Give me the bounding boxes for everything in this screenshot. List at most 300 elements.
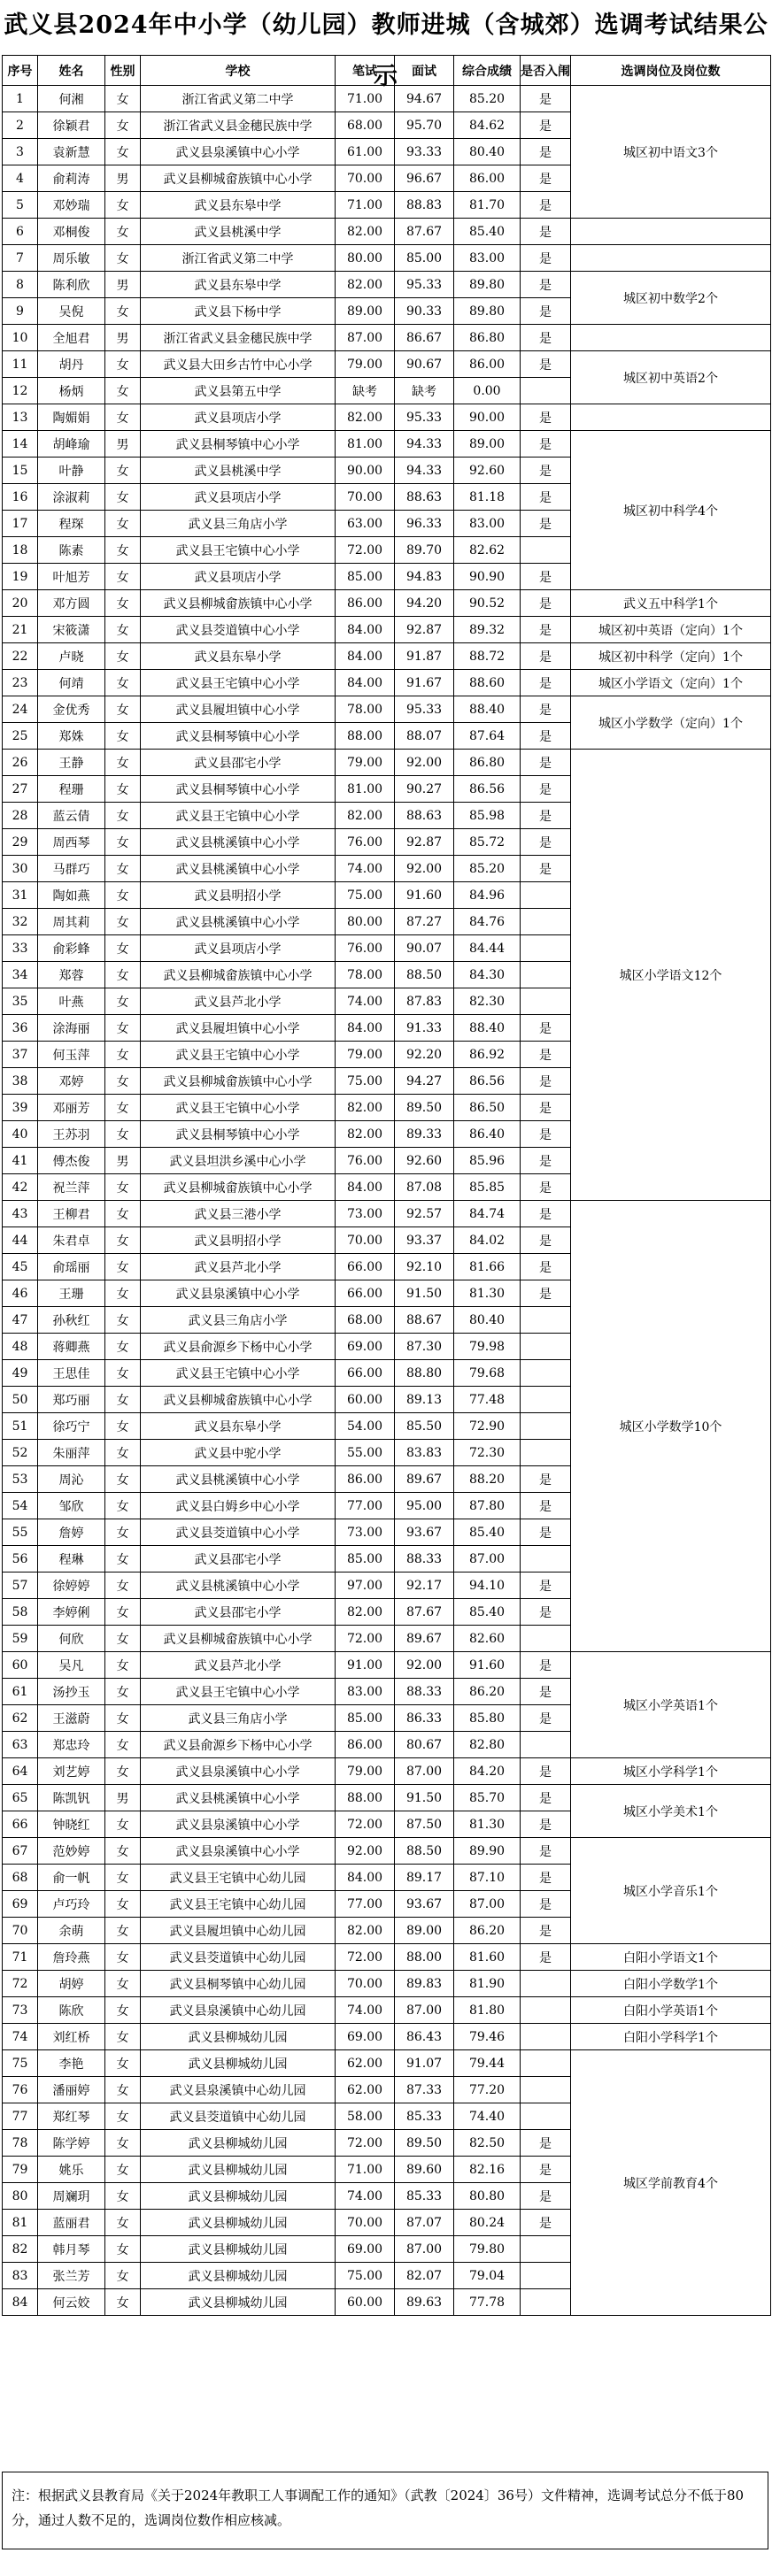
cell-total: 87.00	[454, 1891, 521, 1918]
cell-position	[571, 245, 771, 272]
cell-gender: 女	[105, 2024, 141, 2050]
cell-written: 80.00	[336, 909, 395, 935]
cell-gender: 女	[105, 723, 141, 750]
cell-written: 77.00	[336, 1493, 395, 1519]
cell-total: 85.40	[454, 1519, 521, 1546]
table-row	[3, 2024, 771, 2050]
cell-total: 81.30	[454, 1811, 521, 1838]
cell-name: 蓝云倩	[38, 803, 105, 829]
cell-gender: 女	[105, 829, 141, 856]
cell-written: 74.00	[336, 1997, 395, 2024]
cell-school: 武义县三港小学	[141, 1201, 336, 1227]
cell-gender: 女	[105, 1121, 141, 1148]
cell-written: 76.00	[336, 1148, 395, 1174]
cell-written: 70.00	[336, 2210, 395, 2236]
cell-written: 69.00	[336, 1334, 395, 1360]
cell-written: 83.00	[336, 1679, 395, 1705]
cell-school: 武义县东皋中学	[141, 192, 336, 219]
cell-gender: 女	[105, 1307, 141, 1334]
cell-written: 60.00	[336, 1387, 395, 1413]
cell-gender: 女	[105, 1679, 141, 1705]
cell-gender: 女	[105, 2157, 141, 2183]
cell-shortlisted: 是	[521, 803, 571, 829]
cell-interview: 91.67	[395, 670, 454, 696]
cell-total: 87.64	[454, 723, 521, 750]
cell-school: 武义县桐琴镇中心小学	[141, 723, 336, 750]
cell-interview: 88.00	[395, 1944, 454, 1971]
cell-shortlisted: 是	[521, 1785, 571, 1811]
cell-no: 3	[3, 139, 38, 165]
cell-name: 宋筱潇	[38, 617, 105, 643]
cell-name: 何玉萍	[38, 1042, 105, 1068]
cell-interview: 89.70	[395, 537, 454, 564]
cell-school: 武义县东皋中学	[141, 272, 336, 298]
cell-school: 武义县泉溪镇中心小学	[141, 1811, 336, 1838]
cell-written: 62.00	[336, 2050, 395, 2077]
cell-interview: 90.07	[395, 935, 454, 962]
cell-school: 武义县柳城畲族镇中心小学	[141, 165, 336, 192]
cell-shortlisted	[521, 2050, 571, 2077]
cell-name: 蓝丽君	[38, 2210, 105, 2236]
col-header-school: 学校	[141, 56, 336, 86]
cell-no: 23	[3, 670, 38, 696]
cell-name: 周西琴	[38, 829, 105, 856]
cell-no: 56	[3, 1546, 38, 1573]
cell-gender: 女	[105, 1758, 141, 1785]
cell-written: 88.00	[336, 723, 395, 750]
cell-shortlisted: 是	[521, 1865, 571, 1891]
cell-gender: 女	[105, 1705, 141, 1732]
cell-school: 浙江省武义县金穗民族中学	[141, 112, 336, 139]
cell-name: 王珊	[38, 1280, 105, 1307]
cell-interview: 89.33	[395, 1121, 454, 1148]
cell-gender: 女	[105, 1068, 141, 1095]
cell-interview: 89.67	[395, 1626, 454, 1652]
cell-school: 武义县芦北小学	[141, 1652, 336, 1679]
cell-interview: 87.27	[395, 909, 454, 935]
cell-shortlisted: 是	[521, 1573, 571, 1599]
cell-total: 86.20	[454, 1679, 521, 1705]
cell-total: 82.30	[454, 988, 521, 1015]
cell-shortlisted: 是	[521, 1758, 571, 1785]
cell-interview: 95.00	[395, 1493, 454, 1519]
cell-no: 62	[3, 1705, 38, 1732]
cell-no: 19	[3, 564, 38, 590]
cell-name: 卢晓	[38, 643, 105, 670]
cell-interview: 90.33	[395, 298, 454, 325]
cell-shortlisted	[521, 1360, 571, 1387]
cell-written: 75.00	[336, 1068, 395, 1095]
cell-name: 何靖	[38, 670, 105, 696]
cell-name: 叶燕	[38, 988, 105, 1015]
cell-interview: 93.67	[395, 1891, 454, 1918]
cell-total: 84.02	[454, 1227, 521, 1254]
cell-shortlisted: 是	[521, 1148, 571, 1174]
cell-interview: 92.87	[395, 829, 454, 856]
cell-no: 72	[3, 1971, 38, 1997]
cell-written: 72.00	[336, 1811, 395, 1838]
cell-written: 75.00	[336, 882, 395, 909]
cell-no: 47	[3, 1307, 38, 1334]
cell-total: 77.78	[454, 2289, 521, 2316]
cell-interview: 94.33	[395, 431, 454, 458]
cell-written: 69.00	[336, 2236, 395, 2263]
cell-no: 76	[3, 2077, 38, 2103]
cell-school: 武义县履坦镇中心小学	[141, 1015, 336, 1042]
cell-gender: 女	[105, 351, 141, 378]
cell-written: 79.00	[336, 1042, 395, 1068]
cell-shortlisted: 是	[521, 723, 571, 750]
cell-name: 郑巧丽	[38, 1387, 105, 1413]
cell-written: 70.00	[336, 1227, 395, 1254]
cell-position: 城区初中英语2个	[571, 351, 771, 404]
cell-school: 武义县芦北小学	[141, 1254, 336, 1280]
cell-gender: 女	[105, 1652, 141, 1679]
cell-school: 武义县王宅镇中心小学	[141, 1679, 336, 1705]
cell-gender: 女	[105, 1519, 141, 1546]
cell-no: 64	[3, 1758, 38, 1785]
cell-name: 徐颖君	[38, 112, 105, 139]
cell-shortlisted: 是	[521, 670, 571, 696]
cell-interview: 89.83	[395, 1971, 454, 1997]
cell-school: 武义县柳城畲族镇中心小学	[141, 1626, 336, 1652]
cell-shortlisted	[521, 909, 571, 935]
cell-interview: 95.33	[395, 272, 454, 298]
cell-no: 36	[3, 1015, 38, 1042]
cell-total: 92.60	[454, 458, 521, 484]
table-row	[3, 1997, 771, 2024]
cell-name: 程珊	[38, 776, 105, 803]
cell-no: 58	[3, 1599, 38, 1626]
cell-total: 86.92	[454, 1042, 521, 1068]
cell-no: 28	[3, 803, 38, 829]
cell-written: 72.00	[336, 1626, 395, 1652]
cell-name: 李艳	[38, 2050, 105, 2077]
cell-school: 武义县邵宅小学	[141, 1599, 336, 1626]
cell-gender: 女	[105, 378, 141, 404]
cell-no: 26	[3, 750, 38, 776]
cell-total: 86.00	[454, 351, 521, 378]
cell-school: 武义县桃溪镇中心小学	[141, 1466, 336, 1493]
cell-no: 12	[3, 378, 38, 404]
results-body	[3, 86, 771, 2316]
cell-name: 马群巧	[38, 856, 105, 882]
cell-school: 武义县明招小学	[141, 882, 336, 909]
cell-shortlisted: 是	[521, 1254, 571, 1280]
cell-name: 全旭君	[38, 325, 105, 351]
cell-gender: 女	[105, 856, 141, 882]
cell-gender: 男	[105, 1148, 141, 1174]
cell-school: 武义县三角店小学	[141, 1307, 336, 1334]
cell-no: 44	[3, 1227, 38, 1254]
table-row	[3, 86, 771, 112]
cell-name: 胡婷	[38, 1971, 105, 1997]
cell-no: 60	[3, 1652, 38, 1679]
cell-school: 武义县明招小学	[141, 1227, 336, 1254]
cell-total: 72.90	[454, 1413, 521, 1440]
cell-total: 84.62	[454, 112, 521, 139]
cell-gender: 女	[105, 909, 141, 935]
cell-name: 王静	[38, 750, 105, 776]
cell-shortlisted	[521, 962, 571, 988]
cell-interview: 85.33	[395, 2183, 454, 2210]
cell-written: 86.00	[336, 590, 395, 617]
cell-gender: 女	[105, 1440, 141, 1466]
cell-total: 77.20	[454, 2077, 521, 2103]
cell-interview: 92.60	[395, 1148, 454, 1174]
cell-total: 88.20	[454, 1466, 521, 1493]
cell-shortlisted: 是	[521, 112, 571, 139]
cell-name: 王思佳	[38, 1360, 105, 1387]
cell-gender: 女	[105, 776, 141, 803]
cell-no: 75	[3, 2050, 38, 2077]
cell-total: 81.60	[454, 1944, 521, 1971]
cell-interview: 92.00	[395, 1652, 454, 1679]
cell-school: 武义县王宅镇中心小学	[141, 670, 336, 696]
cell-shortlisted: 是	[521, 1280, 571, 1307]
cell-gender: 女	[105, 643, 141, 670]
cell-total: 74.40	[454, 2103, 521, 2130]
cell-shortlisted: 是	[521, 431, 571, 458]
table-row	[3, 670, 771, 696]
cell-no: 29	[3, 829, 38, 856]
cell-interview: 88.63	[395, 484, 454, 511]
cell-total: 85.20	[454, 86, 521, 112]
cell-name: 陶媚娟	[38, 404, 105, 431]
cell-shortlisted: 是	[521, 1174, 571, 1201]
cell-total: 85.85	[454, 1174, 521, 1201]
cell-school: 武义县桃溪中学	[141, 458, 336, 484]
cell-school: 武义县柳城畲族镇中心小学	[141, 590, 336, 617]
cell-position: 城区小学科学1个	[571, 1758, 771, 1785]
cell-gender: 女	[105, 2103, 141, 2130]
cell-gender: 女	[105, 1095, 141, 1121]
cell-no: 30	[3, 856, 38, 882]
cell-no: 74	[3, 2024, 38, 2050]
cell-name: 周其莉	[38, 909, 105, 935]
cell-no: 24	[3, 696, 38, 723]
cell-no: 82	[3, 2236, 38, 2263]
cell-written: 74.00	[336, 856, 395, 882]
cell-total: 87.10	[454, 1865, 521, 1891]
cell-no: 65	[3, 1785, 38, 1811]
table-row	[3, 1201, 771, 1227]
cell-interview: 83.83	[395, 1440, 454, 1466]
cell-gender: 女	[105, 590, 141, 617]
cell-gender: 女	[105, 245, 141, 272]
cell-school: 武义县泉溪镇中心幼儿园	[141, 2077, 336, 2103]
cell-interview: 80.67	[395, 1732, 454, 1758]
cell-school: 武义县王宅镇中心小学	[141, 803, 336, 829]
cell-no: 20	[3, 590, 38, 617]
cell-total: 81.80	[454, 1997, 521, 2024]
cell-school: 武义县东皋小学	[141, 1413, 336, 1440]
cell-no: 9	[3, 298, 38, 325]
cell-school: 武义县柳城幼儿园	[141, 2024, 336, 2050]
cell-no: 78	[3, 2130, 38, 2157]
cell-school: 武义县大田乡古竹中心小学	[141, 351, 336, 378]
cell-no: 51	[3, 1413, 38, 1440]
cell-interview: 91.50	[395, 1280, 454, 1307]
cell-interview: 91.60	[395, 882, 454, 909]
cell-total: 81.30	[454, 1280, 521, 1307]
cell-name: 程琳	[38, 1546, 105, 1573]
cell-written: 85.00	[336, 1546, 395, 1573]
cell-school: 武义县泉溪镇中心幼儿园	[141, 1997, 336, 2024]
cell-gender: 女	[105, 484, 141, 511]
cell-school: 武义县桃溪镇中心小学	[141, 856, 336, 882]
cell-name: 俞瑶丽	[38, 1254, 105, 1280]
cell-total: 84.76	[454, 909, 521, 935]
cell-position: 城区小学英语1个	[571, 1652, 771, 1758]
cell-no: 22	[3, 643, 38, 670]
cell-position: 白阳小学英语1个	[571, 1997, 771, 2024]
cell-interview: 93.67	[395, 1519, 454, 1546]
cell-shortlisted: 是	[521, 1679, 571, 1705]
cell-school: 武义县俞源乡下杨中心小学	[141, 1334, 336, 1360]
cell-name: 陶如燕	[38, 882, 105, 909]
cell-name: 刘艺婷	[38, 1758, 105, 1785]
cell-position: 城区小学音乐1个	[571, 1838, 771, 1944]
cell-total: 88.40	[454, 1015, 521, 1042]
cell-written: 61.00	[336, 139, 395, 165]
cell-total: 84.96	[454, 882, 521, 909]
cell-position: 白阳小学科学1个	[571, 2024, 771, 2050]
cell-gender: 女	[105, 1254, 141, 1280]
cell-position: 城区小学美术1个	[571, 1785, 771, 1838]
cell-school: 武义县项店小学	[141, 935, 336, 962]
cell-school: 武义县项店小学	[141, 484, 336, 511]
cell-school: 武义县柳城畲族镇中心小学	[141, 962, 336, 988]
cell-gender: 女	[105, 1493, 141, 1519]
cell-written: 55.00	[336, 1440, 395, 1466]
cell-written: 90.00	[336, 458, 395, 484]
cell-gender: 女	[105, 2236, 141, 2263]
cell-total: 80.24	[454, 2210, 521, 2236]
cell-interview: 88.33	[395, 1679, 454, 1705]
cell-shortlisted	[521, 1387, 571, 1413]
cell-total: 94.10	[454, 1573, 521, 1599]
cell-gender: 女	[105, 86, 141, 112]
cell-written: 79.00	[336, 351, 395, 378]
cell-gender: 女	[105, 537, 141, 564]
cell-name: 周斓玥	[38, 2183, 105, 2210]
cell-written: 70.00	[336, 484, 395, 511]
cell-name: 邓方圆	[38, 590, 105, 617]
table-row	[3, 272, 771, 298]
table-row	[3, 1785, 771, 1811]
cell-total: 90.00	[454, 404, 521, 431]
cell-no: 39	[3, 1095, 38, 1121]
cell-shortlisted: 是	[521, 272, 571, 298]
table-row	[3, 696, 771, 723]
cell-written: 68.00	[336, 112, 395, 139]
cell-school: 武义县坦洪乡溪中心小学	[141, 1148, 336, 1174]
cell-no: 83	[3, 2263, 38, 2289]
cell-name: 祝兰萍	[38, 1174, 105, 1201]
cell-name: 姚乐	[38, 2157, 105, 2183]
cell-name: 范妙婷	[38, 1838, 105, 1865]
table-row	[3, 643, 771, 670]
cell-shortlisted: 是	[521, 165, 571, 192]
cell-interview: 96.33	[395, 511, 454, 537]
cell-interview: 85.50	[395, 1413, 454, 1440]
cell-shortlisted: 是	[521, 404, 571, 431]
cell-name: 蒋卿燕	[38, 1334, 105, 1360]
cell-written: 68.00	[336, 1307, 395, 1334]
cell-school: 武义县桃溪镇中心小学	[141, 909, 336, 935]
table-row	[3, 325, 771, 351]
cell-no: 73	[3, 1997, 38, 2024]
cell-school: 武义县茭道镇中心小学	[141, 617, 336, 643]
cell-school: 武义县桐琴镇中心小学	[141, 1121, 336, 1148]
cell-total: 81.66	[454, 1254, 521, 1280]
cell-interview: 93.33	[395, 139, 454, 165]
cell-total: 81.90	[454, 1971, 521, 1997]
cell-total: 88.40	[454, 696, 521, 723]
cell-interview: 88.83	[395, 192, 454, 219]
cell-interview: 96.67	[395, 165, 454, 192]
cell-gender: 女	[105, 2183, 141, 2210]
cell-total: 85.96	[454, 1148, 521, 1174]
table-row	[3, 245, 771, 272]
cell-gender: 女	[105, 2050, 141, 2077]
cell-gender: 女	[105, 139, 141, 165]
cell-name: 陈素	[38, 537, 105, 564]
cell-total: 81.18	[454, 484, 521, 511]
table-row	[3, 431, 771, 458]
cell-name: 俞彩蜂	[38, 935, 105, 962]
cell-shortlisted: 是	[521, 643, 571, 670]
cell-total: 85.40	[454, 1599, 521, 1626]
cell-no: 46	[3, 1280, 38, 1307]
cell-total: 79.80	[454, 2236, 521, 2263]
cell-position: 城区初中科学4个	[571, 431, 771, 590]
cell-interview: 85.33	[395, 2103, 454, 2130]
cell-total: 85.98	[454, 803, 521, 829]
cell-interview: 91.07	[395, 2050, 454, 2077]
cell-no: 49	[3, 1360, 38, 1387]
cell-interview: 94.67	[395, 86, 454, 112]
cell-position: 城区小学语文（定向）1个	[571, 670, 771, 696]
cell-written: 79.00	[336, 1758, 395, 1785]
col-header-interview: 面试	[395, 56, 454, 86]
cell-written: 69.00	[336, 2024, 395, 2050]
cell-name: 余萌	[38, 1918, 105, 1944]
cell-interview: 89.60	[395, 2157, 454, 2183]
cell-name: 涂海丽	[38, 1015, 105, 1042]
cell-no: 52	[3, 1440, 38, 1466]
cell-total: 84.20	[454, 1758, 521, 1785]
cell-written: 76.00	[336, 829, 395, 856]
cell-name: 胡丹	[38, 351, 105, 378]
cell-total: 86.80	[454, 325, 521, 351]
cell-name: 周沁	[38, 1466, 105, 1493]
cell-name: 何欣	[38, 1626, 105, 1652]
cell-written: 71.00	[336, 2157, 395, 2183]
cell-gender: 女	[105, 1466, 141, 1493]
cell-no: 54	[3, 1493, 38, 1519]
cell-no: 14	[3, 431, 38, 458]
cell-written: 81.00	[336, 776, 395, 803]
cell-interview: 88.63	[395, 803, 454, 829]
cell-interview: 92.10	[395, 1254, 454, 1280]
cell-name: 王苏羽	[38, 1121, 105, 1148]
cell-gender: 女	[105, 696, 141, 723]
header-row	[3, 56, 771, 86]
cell-school: 武义县项店小学	[141, 564, 336, 590]
cell-position: 城区小学数学10个	[571, 1201, 771, 1652]
